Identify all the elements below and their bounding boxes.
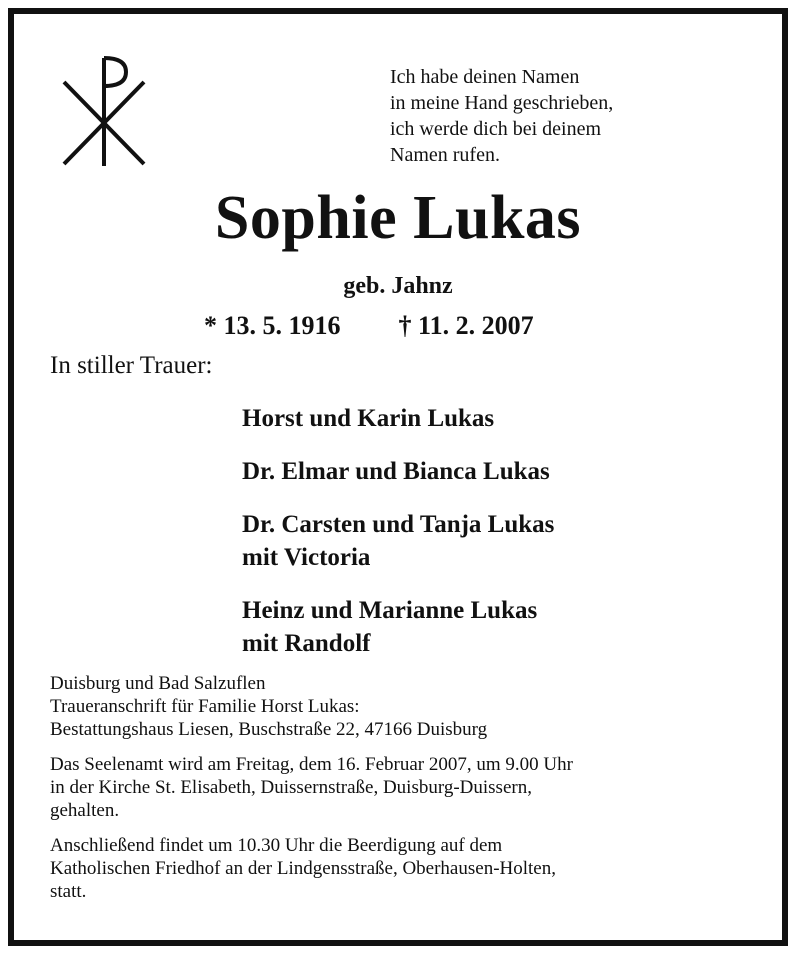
info-line: gehalten.: [50, 800, 120, 821]
mourning-intro: In stiller Trauer:: [50, 352, 213, 379]
verse-line: ich werde dich bei deinem: [390, 118, 602, 140]
info-line: Katholischen Friedhof an der Lindgensstraße, Oberhausen-Holten,: [50, 858, 556, 879]
family-group: [242, 594, 762, 660]
verse-line: Namen rufen.: [390, 144, 500, 166]
family-line: Heinz und Marianne Lukas: [242, 597, 538, 624]
maiden-name: geb. Jahnz: [343, 273, 453, 299]
info-line: Traueranschrift für Familie Horst Lukas:: [50, 696, 360, 717]
info-line: Bestattungshaus Liesen, Buschstraße 22, 47166 Duisburg: [50, 719, 488, 740]
family-line: Horst und Karin Lukas: [242, 405, 495, 432]
life-dates: [204, 310, 534, 342]
verse-line: Ich habe deinen Namen: [390, 66, 580, 88]
death-date: † 11. 2. 2007: [398, 311, 534, 340]
info-line: in der Kirche St. Elisabeth, Duissernstraße, Duisburg-Duissern,: [50, 777, 532, 798]
funeral-info: [50, 672, 770, 915]
family-line: mit Randolf: [242, 630, 371, 657]
burial-paragraph: [50, 834, 770, 903]
mass-paragraph: [50, 753, 770, 822]
family-group: [242, 455, 762, 488]
deceased-name: Sophie Lukas: [214, 184, 582, 252]
info-line: statt.: [50, 881, 87, 902]
bible-verse: [390, 64, 730, 168]
family-line: Dr. Elmar und Bianca Lukas: [242, 458, 550, 485]
birth-date: * 13. 5. 1916: [204, 311, 341, 340]
family-group: [242, 508, 762, 574]
info-line: Duisburg und Bad Salzuflen: [50, 673, 266, 694]
family-line: mit Victoria: [242, 544, 371, 571]
chi-rho-icon: [54, 50, 150, 170]
verse-line: in meine Hand geschrieben,: [390, 92, 614, 114]
family-list: [242, 402, 762, 680]
family-group: [242, 402, 762, 435]
address-paragraph: [50, 672, 770, 741]
info-line: Das Seelenamt wird am Freitag, dem 16. Februar 2007, um 9.00 Uhr: [50, 754, 573, 775]
obituary-notice: [8, 8, 788, 946]
info-line: Anschließend findet um 10.30 Uhr die Beerdigung auf dem: [50, 835, 503, 856]
family-line: Dr. Carsten und Tanja Lukas: [242, 511, 555, 538]
